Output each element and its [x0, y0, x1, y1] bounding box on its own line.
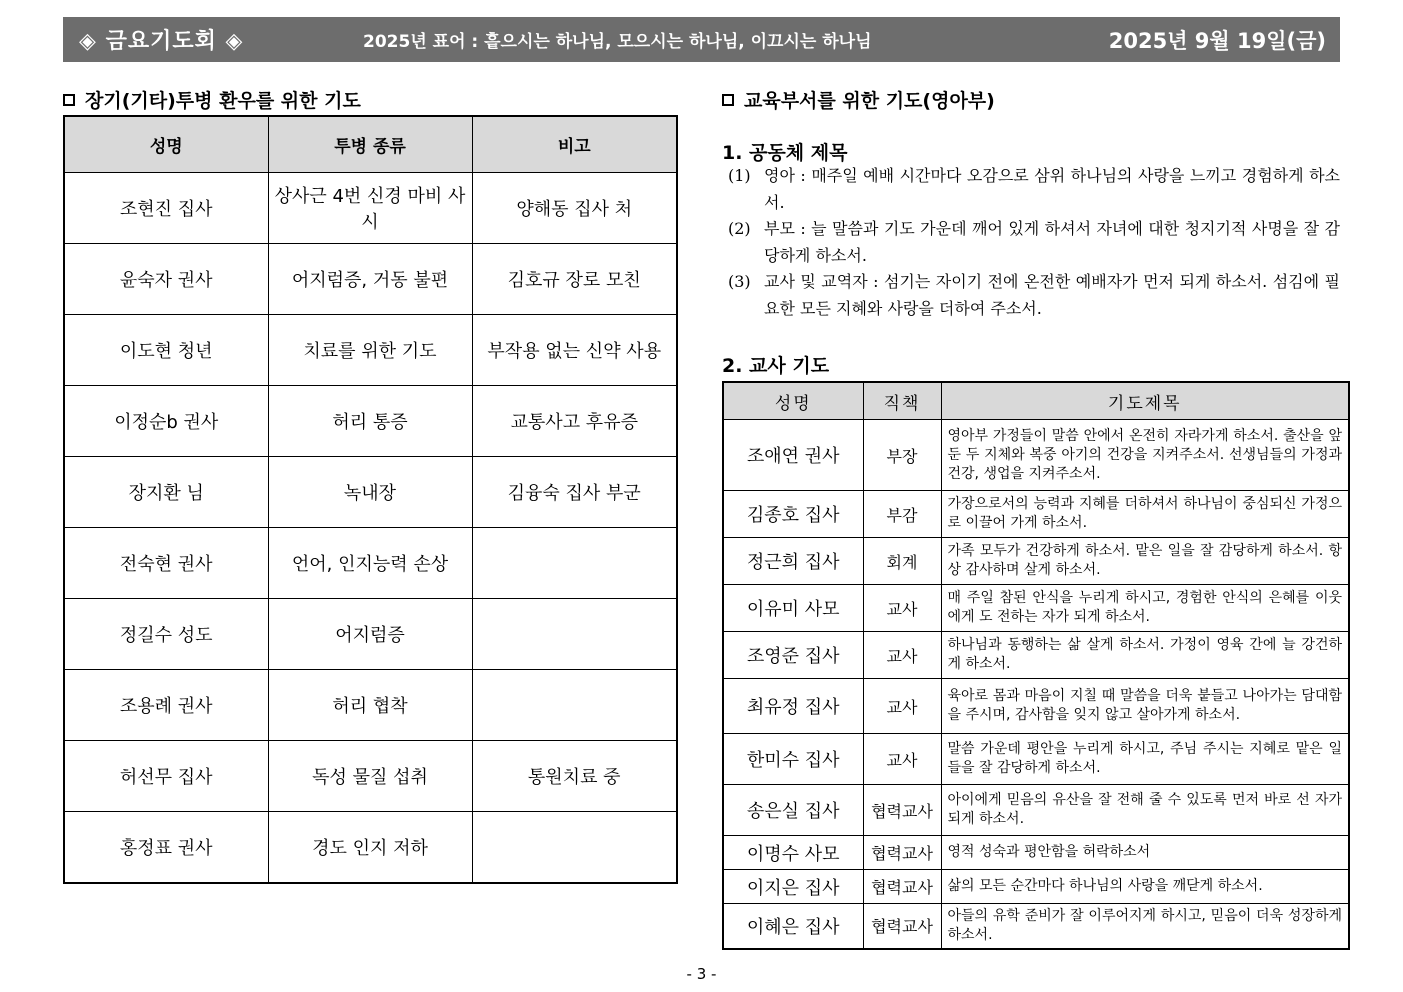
header-date: 2025년 9월 19일(금): [1108, 28, 1326, 53]
cell-note: 통원치료 중: [472, 741, 677, 812]
table-row: [64, 244, 677, 315]
cell-illness: 허리 협착: [268, 670, 472, 741]
table-row: [64, 386, 677, 457]
table-header-row: [64, 116, 677, 173]
cell-illness: 치료를 위한 기도: [268, 315, 472, 386]
cell-prayer: 하나님과 동행하는 삶 살게 하소서. 가정이 영육 간에 늘 강건하게 하소서.: [941, 632, 1349, 679]
table-row: [723, 538, 1349, 585]
table-row: [723, 679, 1349, 734]
checkbox-square-icon: [63, 94, 75, 106]
teachers-table: [722, 381, 1350, 950]
patients-table: [63, 115, 678, 884]
cell-note: [472, 528, 677, 599]
cell-name: 김종호 집사: [723, 491, 863, 538]
table-row: [64, 670, 677, 741]
cell-illness: 어지럼증, 거동 불편: [268, 244, 472, 315]
cell-role: 회계: [863, 538, 941, 585]
list-item-number: (2): [728, 219, 751, 238]
cell-name: 정길수 성도: [64, 599, 268, 670]
cell-note: 부작용 없는 신약 사용: [472, 315, 677, 386]
cell-illness: 어지럼증: [268, 599, 472, 670]
table-row: [723, 785, 1349, 836]
table-row: [723, 420, 1349, 491]
cell-name: 이도현 청년: [64, 315, 268, 386]
cell-illness: 녹내장: [268, 457, 472, 528]
cell-name: 송은실 집사: [723, 785, 863, 836]
list-item: [728, 163, 1340, 216]
cell-note: [472, 599, 677, 670]
cell-role: 협력교사: [863, 904, 941, 949]
cell-note: 김호규 장로 모친: [472, 244, 677, 315]
cell-role: 협력교사: [863, 836, 941, 870]
header-title: ◈ 금요기도회 ◈: [79, 29, 244, 54]
cell-name: 조영준 집사: [723, 632, 863, 679]
cell-role: 협력교사: [863, 870, 941, 904]
cell-name: 조용례 권사: [64, 670, 268, 741]
table-row: [64, 173, 677, 244]
cell-role: 교사: [863, 585, 941, 632]
community-prayer-list: [728, 163, 1340, 322]
list-item-number: (3): [728, 272, 751, 291]
cell-prayer: 아이에게 믿음의 유산을 잘 전해 줄 수 있도록 먼저 바로 선 자가 되게 하소서.: [941, 785, 1349, 836]
page-header: [63, 17, 1340, 62]
cell-illness: 허리 통증: [268, 386, 472, 457]
checkbox-square-icon: [722, 94, 734, 106]
cell-illness: 독성 물질 섭취: [268, 741, 472, 812]
teacher-subtitle: 2. 교사 기도: [722, 355, 830, 377]
list-item-number: (1): [728, 166, 751, 185]
cell-role: 부장: [863, 420, 941, 491]
table-row: [723, 904, 1349, 949]
cell-note: 양해동 집사 처: [472, 173, 677, 244]
cell-illness: 경도 인지 저하: [268, 812, 472, 884]
cell-name: 이정순b 권사: [64, 386, 268, 457]
cell-illness: 언어, 인지능력 손상: [268, 528, 472, 599]
cell-prayer: 가족 모두가 건강하게 하소서. 맡은 일을 잘 감당하게 하소서. 항상 감사하며 살게 하소서.: [941, 538, 1349, 585]
list-item-text: 부모 : 늘 말씀과 기도 가운데 깨어 있게 하셔서 자녀에 대한 청지기적 사명을 잘 감당하게 하소서.: [764, 219, 1340, 265]
cell-name: 이혜은 집사: [723, 904, 863, 949]
cell-name: 조애연 권사: [723, 420, 863, 491]
cell-name: 조현진 집사: [64, 173, 268, 244]
left-section-title: [63, 86, 361, 113]
cell-prayer: 영아부 가정들이 말씀 안에서 온전히 자라가게 하소서. 출산을 앞둔 두 지체와 복중 아기의 건강을 지켜주소서. 선생님들의 가정과 건강, 생업을 지켜주소서.: [941, 420, 1349, 491]
table-row: [64, 812, 677, 884]
column-header-name: 성명: [64, 116, 268, 173]
cell-prayer: 말씀 가운데 평안을 누리게 하시고, 주님 주시는 지혜로 맡은 일들을 잘 감당하게 하소서.: [941, 734, 1349, 785]
cell-prayer: 영적 성숙과 평안함을 허락하소서: [941, 836, 1349, 870]
table-header-row: [723, 382, 1349, 420]
cell-prayer: 삶의 모든 순간마다 하나님의 사랑을 깨닫게 하소서.: [941, 870, 1349, 904]
cell-name: 최유정 집사: [723, 679, 863, 734]
column-header-illness: 투병 종류: [268, 116, 472, 173]
cell-role: 교사: [863, 679, 941, 734]
cell-illness: 상사근 4번 신경 마비 사시: [268, 173, 472, 244]
table-row: [64, 528, 677, 599]
cell-name: 이지은 집사: [723, 870, 863, 904]
left-section-title-text: 장기(기타)투병 환우를 위한 기도: [85, 90, 361, 112]
page-number: - 3 -: [686, 965, 717, 983]
cell-note: [472, 812, 677, 884]
cell-name: 정근희 집사: [723, 538, 863, 585]
table-row: [723, 870, 1349, 904]
cell-role: 교사: [863, 734, 941, 785]
list-item: [728, 269, 1340, 322]
cell-note: [472, 670, 677, 741]
cell-note: 교통사고 후유증: [472, 386, 677, 457]
table-row: [723, 836, 1349, 870]
cell-note: 김융숙 집사 부군: [472, 457, 677, 528]
table-row: [723, 585, 1349, 632]
cell-name: 장지환 님: [64, 457, 268, 528]
table-row: [64, 741, 677, 812]
right-section-title: [722, 86, 995, 113]
cell-prayer: 가장으로서의 능력과 지혜를 더하셔서 하나님이 중심되신 가정으로 이끌어 가게 하소서.: [941, 491, 1349, 538]
table-row: [723, 491, 1349, 538]
right-section-title-text: 교육부서를 위한 기도(영아부): [744, 90, 995, 112]
cell-prayer: 아들의 유학 준비가 잘 이루어지게 하시고, 믿음이 더욱 성장하게 하소서.: [941, 904, 1349, 949]
cell-name: 이유미 사모: [723, 585, 863, 632]
cell-name: 홍정표 권사: [64, 812, 268, 884]
column-header-name: 성명: [723, 382, 863, 420]
column-header-note: 비고: [472, 116, 677, 173]
header-motto: 2025년 표어 : 흩으시는 하나님, 모으시는 하나님, 이끄시는 하나님: [363, 32, 872, 52]
cell-prayer: 매 주일 참된 안식을 누리게 하시고, 경험한 안식의 은혜를 이웃에게 도 전하는 자가 되게 하소서.: [941, 585, 1349, 632]
cell-role: 부감: [863, 491, 941, 538]
cell-role: 협력교사: [863, 785, 941, 836]
table-row: [723, 734, 1349, 785]
column-header-role: 직책: [863, 382, 941, 420]
cell-name: 허선무 집사: [64, 741, 268, 812]
table-row: [64, 599, 677, 670]
cell-prayer: 육아로 몸과 마음이 지칠 때 말씀을 더욱 붙들고 나아가는 담대함을 주시며, 감사함을 잊지 않고 살아가게 하소서.: [941, 679, 1349, 734]
list-item-text: 교사 및 교역자 : 섬기는 자이기 전에 온전한 예배자가 먼저 되게 하소서. 섬김에 필요한 모든 지혜와 사랑을 더하여 주소서.: [764, 272, 1340, 318]
cell-name: 전숙현 권사: [64, 528, 268, 599]
table-row: [723, 632, 1349, 679]
column-header-prayer: 기도제목: [941, 382, 1349, 420]
table-row: [64, 315, 677, 386]
cell-name: 윤숙자 권사: [64, 244, 268, 315]
list-item-text: 영아 : 매주일 예배 시간마다 오감으로 삼위 하나님의 사랑을 느끼고 경험하게 하소서.: [764, 166, 1340, 212]
community-subtitle: 1. 공동체 제목: [722, 142, 848, 164]
table-row: [64, 457, 677, 528]
cell-name: 이명수 사모: [723, 836, 863, 870]
cell-name: 한미수 집사: [723, 734, 863, 785]
cell-role: 교사: [863, 632, 941, 679]
list-item: [728, 216, 1340, 269]
